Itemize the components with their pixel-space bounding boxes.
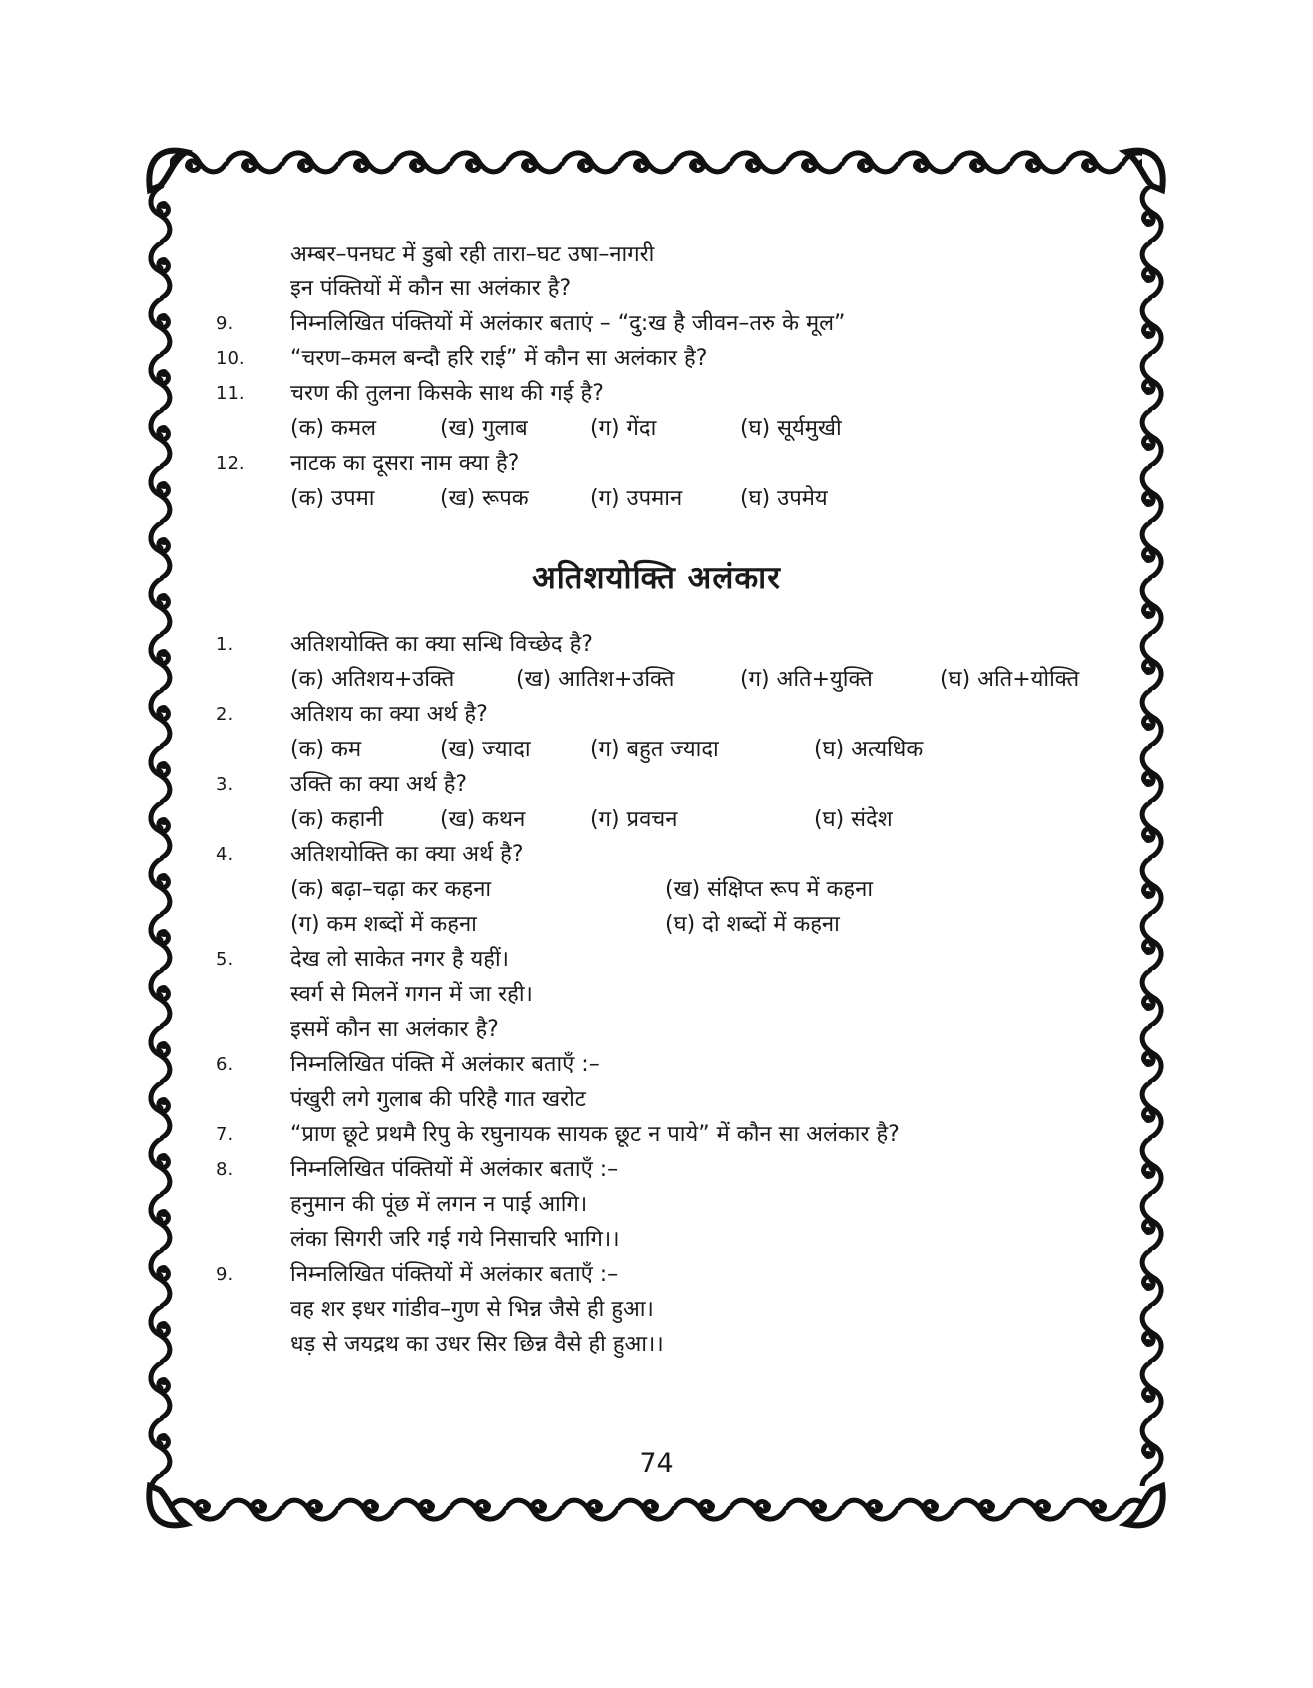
question-number: 7. xyxy=(216,1124,234,1145)
question-text: उक्ति का क्या अर्थ है? xyxy=(290,772,468,797)
question-text: “प्राण छूटे प्रथमै रिपु के रघुनायक सायक छूट न पाये” में कौन सा अलंकार है? xyxy=(290,1122,900,1147)
question-number: 11. xyxy=(216,383,245,404)
question-number: 1. xyxy=(216,634,234,655)
option: (घ) सूर्यमुखी xyxy=(740,416,842,441)
option: (क) बढ़ा–चढ़ा कर कहना xyxy=(290,877,492,902)
question-text: नाटक का दूसरा नाम क्या है? xyxy=(290,451,520,476)
question-text: अतिशयोक्ति का क्या सन्धि विच्छेद है? xyxy=(290,632,593,657)
question-text: इसमें कौन सा अलंकार है? xyxy=(290,1017,499,1042)
option: (ग) बहुत ज्यादा xyxy=(590,737,719,762)
question-number: 6. xyxy=(216,1054,234,1075)
question-text: निम्नलिखित पंक्तियों में अलंकार बताएं – “दु:ख है जीवन–तरु के मूल” xyxy=(290,311,846,336)
option: (ख) रूपक xyxy=(440,486,529,511)
continuation-line-1: अम्बर–पनघट में डुबो रही तारा–घट उषा–नागरी xyxy=(290,242,655,267)
option: (क) उपमा xyxy=(290,486,375,511)
verse-line: स्वर्ग से मिलनें गगन में जा रही। xyxy=(290,982,533,1007)
option: (घ) दो शब्दों में कहना xyxy=(665,912,840,937)
option: (ग) अति+युक्ति xyxy=(740,667,873,692)
verse-line: पंखुरी लगे गुलाब की परिहै गात खरोट xyxy=(290,1087,586,1112)
option: (ग) उपमान xyxy=(590,486,683,511)
option: (ख) संक्षिप्त रूप में कहना xyxy=(665,877,874,902)
verse-line: वह शर इधर गांडीव–गुण से भिन्न जैसे ही हुआ। xyxy=(290,1297,654,1322)
verse-line: धड़ से जयद्रथ का उधर सिर छिन्न वैसे ही हुआ।। xyxy=(290,1332,664,1357)
question-number: 8. xyxy=(216,1159,234,1180)
question-number: 5. xyxy=(216,949,234,970)
question-number: 2. xyxy=(216,704,234,725)
page-number: 74 xyxy=(639,1448,674,1479)
option: (ग) गेंदा xyxy=(590,416,657,441)
option: (ख) गुलाब xyxy=(440,416,528,441)
verse-line: लंका सिगरी जरि गई गये निसाचरि भागि।। xyxy=(290,1227,620,1252)
option: (घ) अति+योक्ति xyxy=(940,667,1080,692)
question-text: निम्नलिखित पंक्तियों में अलंकार बताएँ :– xyxy=(290,1262,619,1287)
option: (ग) प्रवचन xyxy=(590,807,678,832)
option: (घ) उपमेय xyxy=(740,486,828,511)
option: (क) कमल xyxy=(290,416,377,441)
option: (घ) अत्यधिक xyxy=(814,737,924,762)
option: (ख) आतिश+उक्ति xyxy=(516,667,675,692)
option: (क) कहानी xyxy=(290,807,384,832)
question-text: अतिशयोक्ति का क्या अर्थ है? xyxy=(290,842,524,867)
option: (ख) ज्यादा xyxy=(440,737,531,762)
question-number: 12. xyxy=(216,453,245,474)
question-number: 9. xyxy=(216,313,234,334)
continuation-line-2: इन पंक्तियों में कौन सा अलंकार है? xyxy=(290,276,572,301)
verse-line: देख लो साकेत नगर है यहीं। xyxy=(290,947,510,972)
question-text: अतिशय का क्या अर्थ है? xyxy=(290,702,488,727)
question-number: 9. xyxy=(216,1264,234,1285)
question-number: 4. xyxy=(216,844,234,865)
question-text: चरण की तुलना किसके साथ की गई है? xyxy=(290,381,604,406)
verse-line: हनुमान की पूंछ में लगन न पाई आगि। xyxy=(290,1192,588,1217)
question-text: “चरण–कमल बन्दौ हरि राई” में कौन सा अलंकार है? xyxy=(290,346,708,371)
option: (ग) कम शब्दों में कहना xyxy=(290,912,477,937)
option: (क) अतिशय+उक्ति xyxy=(290,667,455,692)
option: (क) कम xyxy=(290,737,362,762)
question-number: 10. xyxy=(216,348,245,369)
question-text: निम्नलिखित पंक्ति में अलंकार बताएँ :– xyxy=(290,1052,600,1077)
section-heading: अतिशयोक्ति अलंकार xyxy=(532,560,781,596)
question-number: 3. xyxy=(216,774,234,795)
option: (घ) संदेश xyxy=(814,807,893,832)
question-text: निम्नलिखित पंक्तियों में अलंकार बताएँ :– xyxy=(290,1157,619,1182)
option: (ख) कथन xyxy=(440,807,526,832)
